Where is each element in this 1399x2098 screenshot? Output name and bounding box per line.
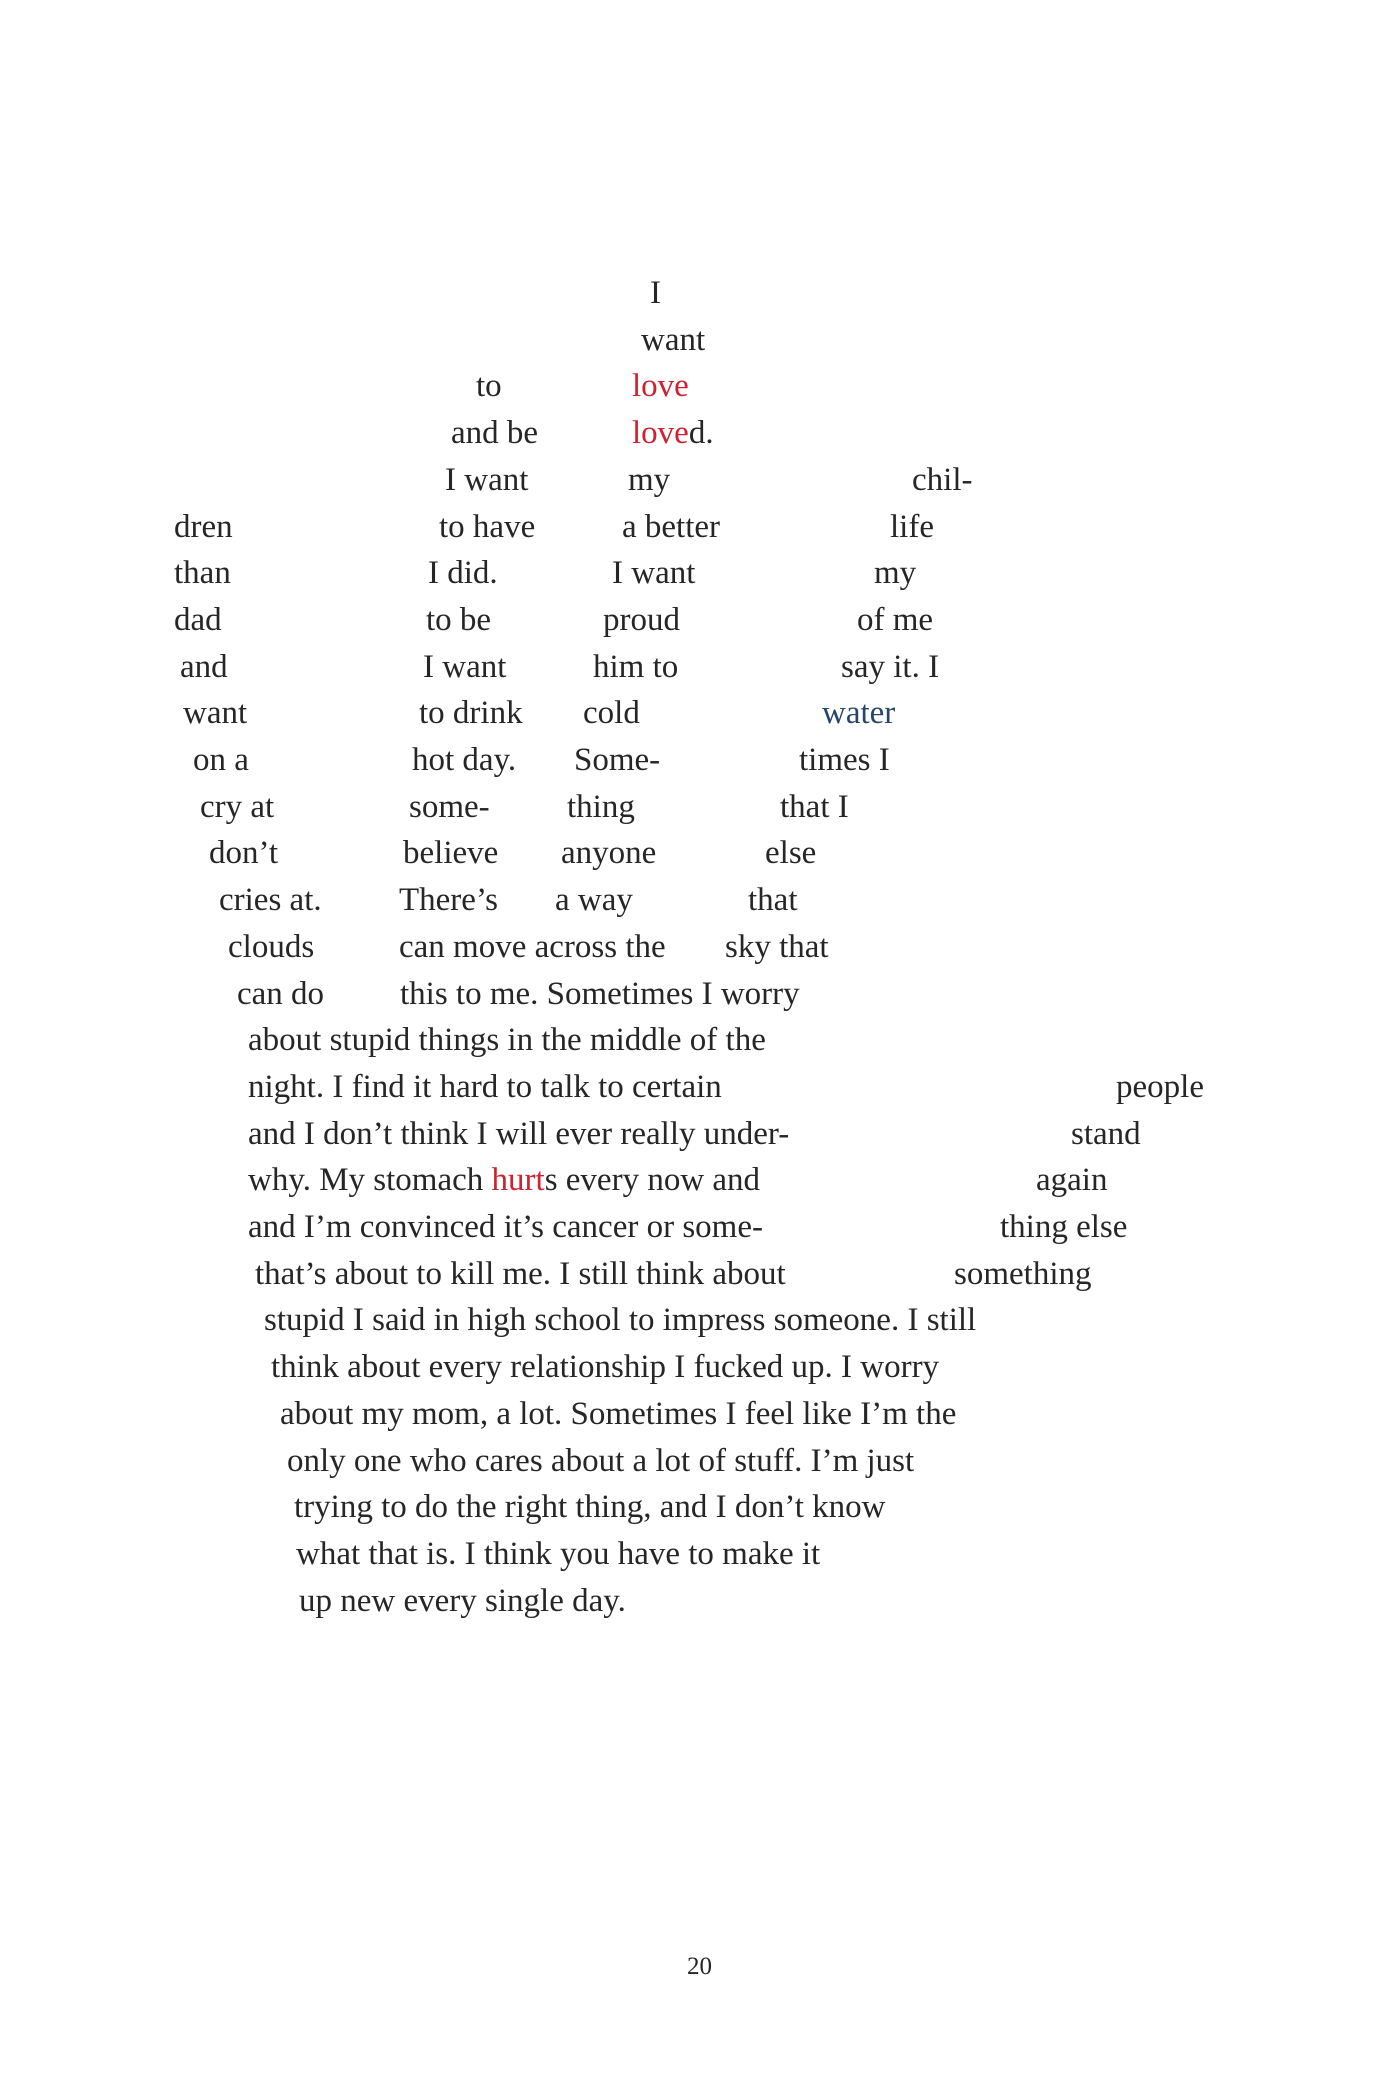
page-number: 20	[687, 1953, 712, 1980]
poem-line-6-segment-3: a better	[622, 509, 721, 545]
poem-line-12-segment-2: some-	[409, 789, 490, 825]
poem-line-19-segment-2: stand	[1071, 1116, 1141, 1152]
poem-line-4-segment-3: d.	[688, 415, 714, 451]
poem-line-6-segment-4: life	[890, 509, 934, 545]
poem-line-19-segment-1: and I don’t think I will ever really under-	[248, 1116, 790, 1152]
poem-line-18-segment-1: night. I find it hard to talk to certain	[248, 1069, 722, 1105]
poem-line-17-segment-1: about stupid things in the middle of the	[248, 1022, 766, 1058]
poem-line-15-segment-1: clouds	[228, 929, 315, 965]
poem-line-20-segment-1: why. My stomach	[248, 1162, 492, 1198]
poem-line-14-segment-4: that	[748, 882, 798, 918]
poem-line-13-segment-1: don’t	[209, 835, 279, 871]
poem-line-14-segment-3: a way	[555, 882, 633, 918]
poem-line-3-segment-2: love	[632, 368, 689, 404]
poem-line-18-segment-2: people	[1116, 1069, 1204, 1105]
poem-line-4-segment-1: and be	[451, 415, 539, 451]
poem-line-13-segment-3: anyone	[561, 835, 657, 871]
poem-line-5-segment-1: I want	[445, 462, 529, 498]
poem-line-22-segment-2: something	[954, 1256, 1092, 1292]
poem-line-6-segment-1: dren	[174, 509, 233, 545]
poem-line-22-segment-1: that’s about to kill me. I still think about	[255, 1256, 786, 1292]
poem-line-23-segment-1: stupid I said in high school to impress someone. I still	[264, 1302, 977, 1338]
poem-line-15-segment-2: can move across the	[399, 929, 666, 965]
poem-line-9-segment-4: say it. I	[841, 649, 940, 685]
poem-line-11-segment-3: Some-	[574, 742, 661, 778]
poem-line-29-segment-1: up new every single day.	[299, 1583, 626, 1619]
poem-line-13-segment-4: else	[765, 835, 817, 871]
poem-line-1-segment-1: I	[650, 275, 661, 311]
poem-line-9-segment-3: him to	[593, 649, 679, 685]
poem-line-11-segment-4: times I	[799, 742, 890, 778]
poem-line-7-segment-2: I did.	[428, 555, 498, 591]
poem-line-10-segment-2: to drink	[419, 695, 523, 731]
poem-line-6-segment-2: to have	[439, 509, 536, 545]
poem-line-27-segment-1: trying to do the right thing, and I don’t know	[294, 1489, 886, 1525]
poem-line-2-segment-1: want	[641, 322, 706, 358]
poem-line-3-segment-1: to	[476, 368, 502, 404]
poem-line-7-segment-4: my	[874, 555, 917, 591]
poem-line-4-segment-2: love	[632, 415, 689, 451]
poem-line-21-segment-2: thing else	[1000, 1209, 1128, 1245]
poem-line-21-segment-1: and I’m convinced it’s cancer or some-	[248, 1209, 763, 1245]
poem-line-9-segment-2: I want	[423, 649, 507, 685]
poem-line-10-segment-3: cold	[583, 695, 640, 731]
poem-line-12-segment-1: cry at	[200, 789, 275, 825]
poem-line-9-segment-1: and	[180, 649, 228, 685]
poem-line-13-segment-2: believe	[403, 835, 499, 871]
poem-line-25-segment-1: about my mom, a lot. Sometimes I feel like I’m the	[280, 1396, 957, 1432]
poem-line-8-segment-3: proud	[603, 602, 680, 638]
poem-line-11-segment-1: on a	[193, 742, 249, 778]
poem-line-10-segment-1: want	[183, 695, 248, 731]
poem-line-7-segment-1: than	[174, 555, 231, 591]
poem-line-12-segment-3: thing	[567, 789, 635, 825]
poem-line-16-segment-1: can do	[237, 976, 325, 1012]
poem-line-14-segment-2: There’s	[399, 882, 498, 918]
poem-line-8-segment-4: of me	[857, 602, 934, 638]
poem-line-16-segment-2: this to me. Sometimes I worry	[400, 976, 800, 1012]
poem-line-20-segment-3: s every now and	[544, 1162, 761, 1198]
poem-line-20-segment-2: hurt	[491, 1162, 545, 1198]
poem-line-26-segment-1: only one who cares about a lot of stuff. I’m just	[287, 1443, 915, 1479]
poem-line-10-segment-4: water	[822, 695, 896, 731]
poem-line-12-segment-4: that I	[780, 789, 849, 825]
poem-line-15-segment-3: sky that	[725, 929, 829, 965]
poem-line-8-segment-2: to be	[426, 602, 492, 638]
poem-line-11-segment-2: hot day.	[412, 742, 517, 778]
poem-line-14-segment-1: cries at.	[219, 882, 322, 918]
poem-line-5-segment-3: chil-	[912, 462, 973, 498]
poem-line-20-segment-4: again	[1036, 1162, 1108, 1198]
poem-line-5-segment-2: my	[628, 462, 671, 498]
poem-line-28-segment-1: what that is. I think you have to make it	[296, 1536, 821, 1572]
poem-line-24-segment-1: think about every relationship I fucked up. I worry	[271, 1349, 940, 1385]
poem-line-8-segment-1: dad	[174, 602, 222, 638]
poem-line-7-segment-3: I want	[612, 555, 696, 591]
